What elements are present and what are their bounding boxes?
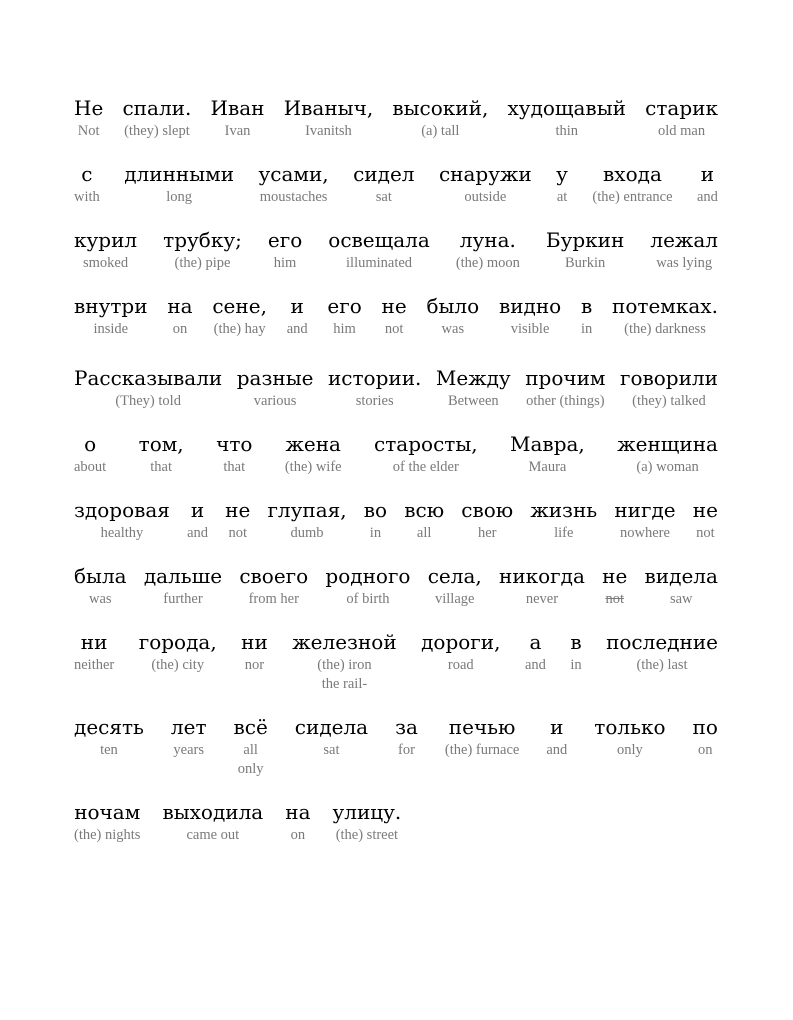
word-gloss-pair — [74, 715, 144, 760]
word-gloss-pair — [546, 228, 624, 273]
word-gloss-pair — [556, 162, 568, 207]
word-gloss-pair — [461, 498, 513, 543]
source-word: глупая, — [267, 498, 347, 522]
gloss-word: various — [253, 393, 297, 409]
word-gloss-pair — [124, 162, 234, 207]
word-gloss-pair — [285, 432, 342, 477]
source-word: внутри — [74, 294, 148, 318]
word-gloss-pair — [614, 498, 675, 543]
word-gloss-pair — [234, 715, 268, 779]
interlinear-text-body — [74, 96, 718, 866]
source-word: дальше — [143, 564, 223, 588]
paragraph — [74, 96, 718, 339]
gloss-word: thin — [555, 123, 579, 139]
gloss-word: (they) talked — [632, 393, 706, 409]
gloss-word: saw — [669, 591, 693, 607]
gloss-word: (the) hay — [213, 321, 266, 337]
source-word: не — [602, 564, 628, 588]
source-word: ночам — [74, 800, 141, 824]
interlinear-line — [74, 800, 718, 845]
word-gloss-pair — [328, 228, 429, 273]
source-word: улицу. — [332, 800, 402, 824]
interlinear-line — [74, 228, 718, 273]
word-gloss-pair — [581, 294, 592, 339]
word-gloss-pair — [287, 294, 308, 339]
gloss-word: old man — [658, 123, 706, 139]
word-gloss-pair — [211, 96, 265, 141]
word-gloss-pair — [237, 366, 314, 411]
word-gloss-pair — [327, 294, 361, 339]
word-gloss-pair — [216, 432, 252, 477]
source-word: не — [225, 498, 251, 522]
source-word: и — [550, 715, 564, 739]
source-word: женщина — [617, 432, 718, 456]
word-gloss-pair — [404, 498, 444, 543]
gloss-word: for — [398, 742, 415, 758]
gloss-word: of birth — [346, 591, 390, 607]
gloss-word: that — [150, 459, 173, 475]
word-gloss-pair — [525, 366, 605, 411]
source-word: десять — [74, 715, 144, 739]
gloss-word: with — [74, 189, 100, 205]
word-gloss-pair — [570, 630, 581, 675]
gloss-word: (the) nights — [74, 827, 141, 843]
source-word: Иваныч, — [283, 96, 374, 120]
gloss-word: life — [554, 525, 574, 541]
gloss-word: and — [286, 321, 308, 337]
source-word: лежал — [650, 228, 718, 252]
source-word: худощавый — [507, 96, 626, 120]
source-word: выходила — [162, 800, 264, 824]
gloss-word: Burkin — [564, 255, 606, 271]
word-gloss-pair — [439, 162, 532, 207]
source-word: усами, — [258, 162, 329, 186]
word-gloss-pair — [650, 228, 718, 273]
word-gloss-pair — [328, 366, 421, 411]
gloss-word: and — [524, 657, 546, 673]
word-gloss-pair — [122, 96, 191, 141]
source-word: старосты, — [374, 432, 478, 456]
source-word: последние — [606, 630, 718, 654]
source-word: жизнь — [530, 498, 598, 522]
word-gloss-pair — [74, 630, 114, 675]
gloss-word: him — [273, 255, 297, 271]
source-word: длинными — [124, 162, 235, 186]
word-gloss-pair — [395, 715, 418, 760]
word-gloss-pair — [163, 228, 242, 273]
gloss-word: (the) pipe — [174, 255, 231, 271]
word-gloss-pair — [333, 800, 402, 845]
word-gloss-pair — [645, 564, 718, 609]
word-gloss-pair — [602, 564, 627, 609]
gloss-word: ten — [100, 742, 118, 758]
source-word: не — [381, 294, 407, 318]
word-gloss-pair — [139, 432, 184, 477]
source-word: старик — [645, 96, 718, 120]
gloss-word: (they) slept — [124, 123, 190, 139]
gloss-word: (the) last — [636, 657, 688, 673]
interlinear-line — [74, 96, 718, 141]
source-word: о — [84, 432, 97, 456]
source-word: было — [426, 294, 480, 318]
gloss-word: other (things) — [526, 393, 605, 409]
gloss-word: on — [172, 321, 188, 337]
gloss-word: of the elder — [392, 459, 459, 475]
gloss-word: (the) entrance — [592, 189, 673, 205]
gloss-word-strikethrough: not — [605, 591, 624, 607]
source-word: входа — [603, 162, 662, 186]
source-word: не — [692, 498, 718, 522]
word-gloss-pair — [421, 630, 500, 675]
gloss-word: was — [441, 321, 465, 337]
gloss-word: all — [243, 742, 258, 758]
word-gloss-pair — [617, 432, 718, 477]
gloss-word: (the) furnace — [444, 742, 520, 758]
gloss-word: smoked — [83, 255, 129, 271]
word-gloss-pair — [510, 432, 585, 477]
source-word: свою — [461, 498, 514, 522]
word-gloss-pair — [374, 432, 478, 477]
gloss-word: Between — [447, 393, 499, 409]
source-word: разные — [236, 366, 314, 390]
interlinear-line — [74, 162, 718, 207]
gloss-word: years — [173, 742, 204, 758]
source-word: Между — [435, 366, 511, 390]
gloss-word: only — [617, 742, 643, 758]
source-word: здоровая — [74, 498, 170, 522]
source-word: ни — [80, 630, 108, 654]
source-word: была — [74, 564, 127, 588]
word-gloss-pair — [285, 800, 310, 845]
word-gloss-pair — [225, 498, 250, 543]
source-word: села, — [427, 564, 482, 588]
source-word: нигде — [614, 498, 676, 522]
gloss-word: from her — [248, 591, 299, 607]
interlinear-line — [74, 432, 718, 477]
word-gloss-pair — [382, 294, 407, 339]
word-gloss-pair — [162, 800, 263, 845]
gloss-word: (the) city — [151, 657, 205, 673]
source-word: трубку; — [163, 228, 242, 252]
gloss-word: never — [525, 591, 559, 607]
source-word: говорили — [619, 366, 718, 390]
gloss-word: in — [580, 321, 593, 337]
source-word: курил — [74, 228, 138, 252]
word-gloss-pair — [325, 564, 410, 609]
interlinear-line — [74, 630, 718, 694]
source-word: по — [692, 715, 718, 739]
source-word: и — [190, 498, 205, 522]
interlinear-line — [74, 715, 718, 779]
gloss-word: dumb — [290, 525, 324, 541]
word-gloss-pair — [212, 294, 267, 339]
word-gloss-pair — [456, 228, 520, 273]
source-word: только — [594, 715, 666, 739]
source-word: за — [395, 715, 418, 739]
source-word: ни — [241, 630, 268, 654]
source-word: в — [580, 294, 593, 318]
source-word: в — [570, 630, 582, 654]
gloss-word: (a) tall — [421, 123, 460, 139]
source-word: видела — [644, 564, 718, 588]
interlinear-line — [74, 564, 718, 609]
source-word: освещала — [328, 228, 430, 252]
source-word: Буркин — [545, 228, 625, 252]
gloss-word: further — [163, 591, 203, 607]
source-word: видно — [498, 294, 562, 318]
source-word: истории. — [327, 366, 422, 390]
source-word: с — [81, 162, 93, 186]
word-gloss-pair — [353, 162, 414, 207]
gloss-word: in — [369, 525, 382, 541]
source-word: потемках. — [612, 294, 718, 318]
gloss-word: on — [697, 742, 713, 758]
gloss-word-secondary: only — [237, 761, 264, 777]
source-word: родного — [325, 564, 411, 588]
gloss-word: Maura — [528, 459, 567, 475]
word-gloss-pair — [592, 162, 672, 207]
word-gloss-pair — [295, 715, 368, 760]
word-gloss-pair — [187, 498, 208, 543]
source-word: на — [167, 294, 193, 318]
gloss-word: nowhere — [620, 525, 670, 541]
gloss-word: (the) street — [335, 827, 399, 843]
word-gloss-pair — [693, 715, 718, 760]
gloss-word: not — [384, 321, 404, 337]
source-word: сидела — [294, 715, 369, 739]
gloss-word: (the) wife — [284, 459, 342, 475]
gloss-word: that — [223, 459, 246, 475]
source-word: печью — [448, 715, 516, 739]
gloss-word: (the) iron — [317, 657, 372, 673]
word-gloss-pair — [284, 96, 373, 141]
gloss-word: and — [696, 189, 718, 205]
word-gloss-pair — [364, 498, 387, 543]
source-word: а — [529, 630, 542, 654]
word-gloss-pair — [292, 630, 396, 694]
gloss-word: Ivanitsh — [305, 123, 352, 139]
gloss-word: was lying — [656, 255, 713, 271]
interlinear-line — [74, 366, 718, 411]
source-word: Мавра, — [510, 432, 585, 456]
word-gloss-pair — [436, 366, 511, 411]
source-word: железной — [292, 630, 397, 654]
word-gloss-pair — [144, 564, 222, 609]
source-word: снаружи — [438, 162, 532, 186]
source-word: всё — [233, 715, 268, 739]
word-gloss-pair — [620, 366, 718, 411]
word-gloss-pair — [612, 294, 718, 339]
gloss-word: inside — [93, 321, 129, 337]
source-word: у — [556, 162, 568, 186]
source-word: том, — [138, 432, 184, 456]
word-gloss-pair — [74, 564, 127, 609]
word-gloss-pair — [74, 294, 148, 339]
gloss-word: came out — [186, 827, 240, 843]
word-gloss-pair — [139, 630, 217, 675]
word-gloss-pair — [267, 498, 346, 543]
gloss-word: healthy — [100, 525, 144, 541]
source-word: никогда — [498, 564, 585, 588]
gloss-word: (a) woman — [636, 459, 699, 475]
source-word: Не — [74, 96, 104, 120]
gloss-word: (the) darkness — [624, 321, 706, 337]
gloss-word: not — [228, 525, 247, 541]
gloss-word: neither — [74, 657, 115, 673]
word-gloss-pair — [525, 630, 546, 675]
gloss-word: about — [74, 459, 107, 475]
word-gloss-pair — [74, 432, 106, 477]
source-word: дороги, — [421, 630, 501, 654]
interlinear-line — [74, 294, 718, 339]
gloss-word: in — [570, 657, 582, 673]
source-word: его — [327, 294, 362, 318]
gloss-word: and — [187, 525, 208, 541]
word-gloss-pair — [606, 630, 718, 675]
gloss-word: at — [556, 189, 568, 205]
gloss-word: visible — [510, 321, 550, 337]
word-gloss-pair — [445, 715, 519, 760]
word-gloss-pair — [546, 715, 567, 760]
source-word: его — [267, 228, 303, 252]
word-gloss-pair — [645, 96, 718, 141]
gloss-word: and — [546, 742, 568, 758]
word-gloss-pair — [499, 564, 585, 609]
gloss-word: was — [89, 591, 112, 607]
word-gloss-pair — [74, 228, 137, 273]
source-word: луна. — [459, 228, 516, 252]
word-gloss-pair — [171, 715, 207, 760]
word-gloss-pair — [74, 366, 222, 411]
gloss-word: outside — [464, 189, 507, 205]
source-word: Рассказывали — [74, 366, 223, 390]
source-word: на — [285, 800, 311, 824]
gloss-word: him — [333, 321, 356, 337]
source-word: что — [216, 432, 253, 456]
gloss-word: all — [416, 525, 432, 541]
word-gloss-pair — [594, 715, 665, 760]
word-gloss-pair — [167, 294, 192, 339]
source-word: жена — [285, 432, 341, 456]
word-gloss-pair — [241, 630, 268, 675]
gloss-word: moustaches — [259, 189, 328, 205]
word-gloss-pair — [74, 162, 100, 207]
source-word: высокий, — [392, 96, 489, 120]
gloss-word: her — [477, 525, 497, 541]
gloss-word: stories — [355, 393, 394, 409]
word-gloss-pair — [74, 96, 103, 141]
word-gloss-pair — [530, 498, 597, 543]
word-gloss-pair — [693, 498, 718, 543]
word-gloss-pair — [259, 162, 329, 207]
gloss-word: sat — [323, 742, 340, 758]
paragraph — [74, 366, 718, 845]
source-word: и — [700, 162, 715, 186]
gloss-word: (the) moon — [455, 255, 520, 271]
source-word: во — [363, 498, 388, 522]
gloss-word: village — [435, 591, 475, 607]
word-gloss-pair — [239, 564, 308, 609]
source-word: города, — [138, 630, 217, 654]
gloss-word: long — [166, 189, 193, 205]
source-word: лет — [170, 715, 207, 739]
source-word: сене, — [212, 294, 267, 318]
word-gloss-pair — [74, 800, 140, 845]
word-gloss-pair — [499, 294, 561, 339]
word-gloss-pair — [697, 162, 718, 207]
gloss-word: Ivan — [224, 123, 251, 139]
gloss-word: road — [447, 657, 474, 673]
source-word: всю — [404, 498, 445, 522]
source-word: Иван — [210, 96, 265, 120]
gloss-word: sat — [375, 189, 392, 205]
word-gloss-pair — [268, 228, 302, 273]
gloss-word: Not — [77, 123, 100, 139]
gloss-word: nor — [244, 657, 265, 673]
gloss-word: illuminated — [346, 255, 413, 271]
source-word: и — [290, 294, 304, 318]
source-word: прочим — [525, 366, 606, 390]
word-gloss-pair — [428, 564, 482, 609]
gloss-word: (They) told — [115, 393, 181, 409]
word-gloss-pair — [508, 96, 626, 141]
word-gloss-pair — [74, 498, 170, 543]
source-word: сидел — [353, 162, 415, 186]
word-gloss-pair — [392, 96, 488, 141]
interlinear-line — [74, 498, 718, 543]
source-word: своего — [239, 564, 309, 588]
gloss-word: not — [696, 525, 715, 541]
gloss-word-secondary: the rail- — [321, 676, 368, 692]
gloss-word: on — [290, 827, 306, 843]
source-word: спали. — [122, 96, 192, 120]
word-gloss-pair — [426, 294, 479, 339]
